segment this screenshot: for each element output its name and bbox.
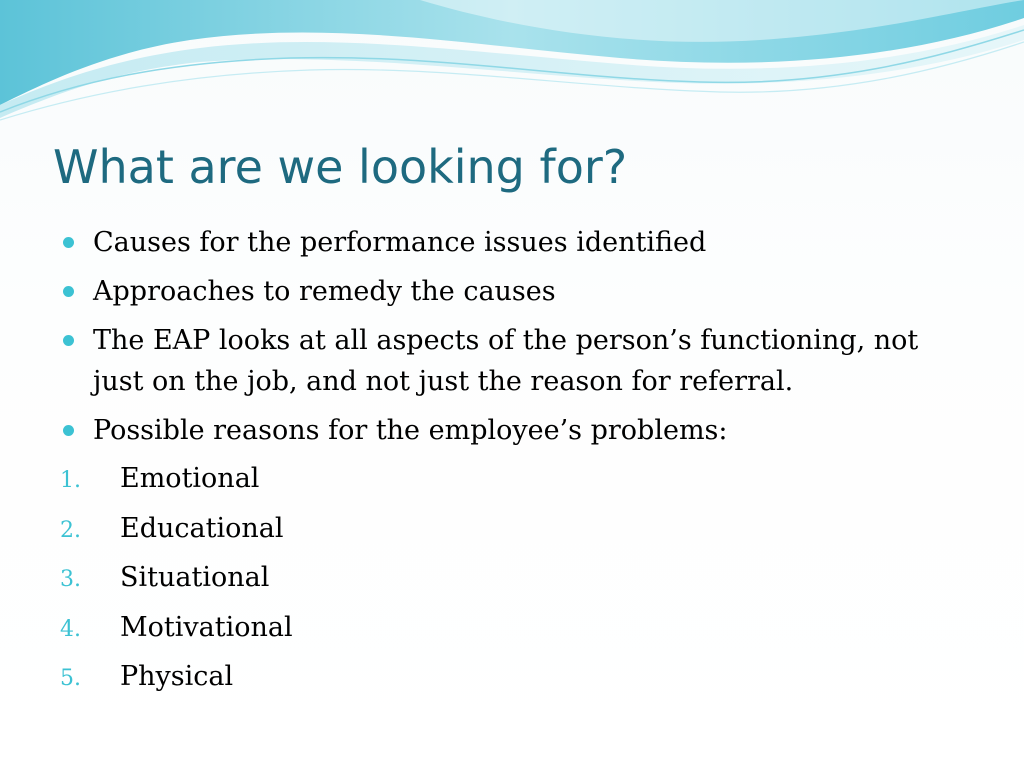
list-number: 5. <box>60 666 81 691</box>
bullet-item <box>60 222 960 263</box>
list-number: 1. <box>60 468 81 493</box>
list-number: 2. <box>60 517 81 543</box>
bullet-text: Causes for the performance issues identified <box>93 227 707 258</box>
list-text: Situational <box>120 562 270 593</box>
bullet-list <box>60 222 960 459</box>
bullet-dot-icon <box>63 286 74 297</box>
list-text: Emotional <box>120 463 260 494</box>
list-text: Physical <box>120 661 234 692</box>
bullet-dot-icon <box>63 425 74 436</box>
bullet-item <box>60 410 960 451</box>
slide-title: What are we looking for? <box>53 140 628 194</box>
bullet-text: Possible reasons for the employee’s problems: <box>93 415 728 446</box>
list-text: Educational <box>120 512 284 544</box>
bullet-item <box>60 320 960 402</box>
bullet-text: The EAP looks at all aspects of the person’s functioning, not just on the job, and not just the reason for referral. <box>93 325 919 397</box>
bullet-text: Approaches to remedy the causes <box>93 276 556 307</box>
list-number: 3. <box>60 567 81 592</box>
list-number: 4. <box>60 616 81 642</box>
list-text: Motivational <box>120 611 293 643</box>
bullet-dot-icon <box>63 335 74 346</box>
header-wave-decoration <box>0 0 1024 130</box>
bullet-item <box>60 271 960 312</box>
bullet-dot-icon <box>63 237 74 248</box>
